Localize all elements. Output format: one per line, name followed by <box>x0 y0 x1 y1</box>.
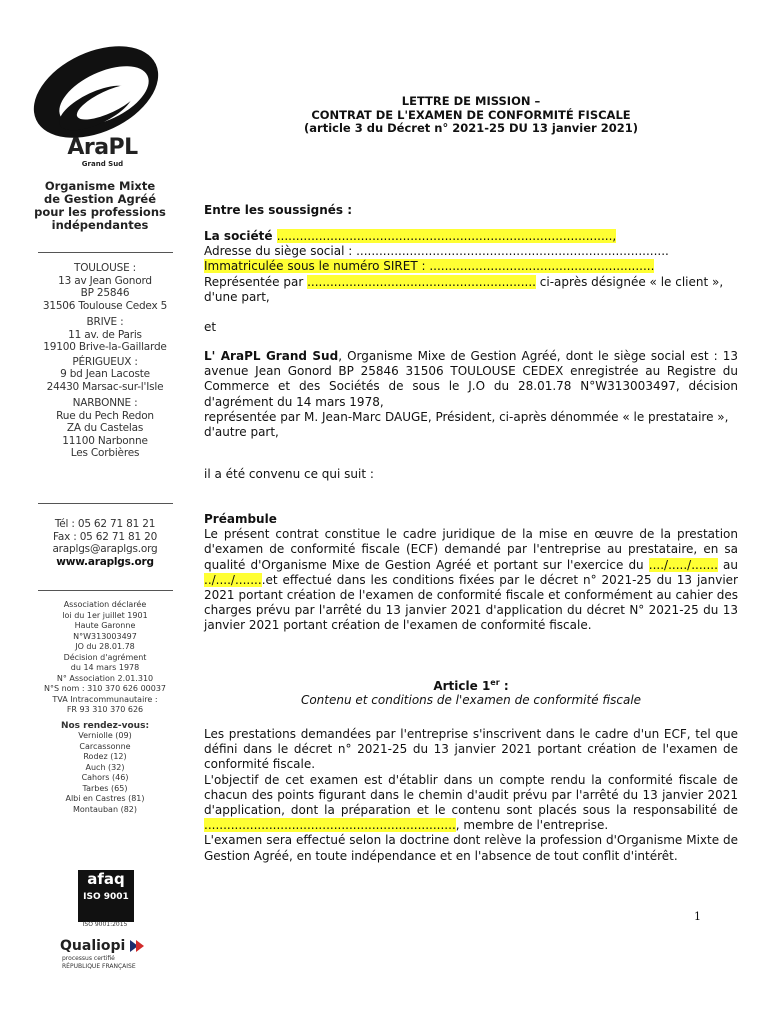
email-link[interactable]: araplgs@araplgs.org <box>52 543 158 555</box>
article-1-body: Les prestations demandées par l'entreprise s'inscrivent dans le cadre d'un ECF, tel que défini dans le décret n° 2021-25 du 13 janvier 2021 portant création de l'examen de conformité fiscale. L'objectif de cet examen est d'établir dans un compte rendu la conformité fiscale de chacun des points figurant dans le chemin d'audit prévu par l'arrêté du 13 janvier 2021 d'application, dont la préparation et le contenu sont placés sous la responsabilité de .................................................................., membre de l'entreprise. L'examen sera effectué selon la doctrine dont relève la profession d'Organisme Mixte de Gestion Agréé, en toute indépendance et en l'absence de tout conflit d'intérêt. <box>204 727 738 863</box>
document-title: LETTRE DE MISSION – CONTRAT DE L'EXAMEN DE CONFORMITÉ FISCALE (article 3 du Décret n° 2021-25 DU 13 janvier 2021) <box>304 94 638 135</box>
client-block: La société ........................................................................................, Adresse du siège social : .................................................................................. Immatriculée sous le numéro SIRET : ........................................................... Représentée par ............................................................ ci-après désignée « le client », d'une part, <box>204 229 738 305</box>
divider <box>38 590 173 591</box>
afaq-logo: afaq ISO 9001 <box>78 870 134 922</box>
afaq-caption: ISO 9001:2015 <box>82 921 128 928</box>
contact-info <box>20 518 190 568</box>
siret-field[interactable]: Immatriculée sous le numéro SIRET : ........................................................... <box>204 259 655 274</box>
fax: Fax : 05 62 71 81 20 <box>52 530 158 543</box>
qualiopi-subtitle: processus certifié RÉPUBLIQUE FRANÇAISE <box>62 955 136 970</box>
entre-heading: Entre les soussignés : <box>204 203 353 217</box>
office-addresses: TOULOUSE : 13 av Jean Gonord BP 25846 31506 Toulouse Cedex 5 BRIVE : 11 av. de Paris 19100 Brive-la-Gaillarde PÉRIGUEUX : 9 bd Jean Lacoste 24430 Marsac-sur-l'Isle NARBONNE : Rue du Pech Redon ZA du Castelas 11100 Narbonne Les Corbières <box>42 262 168 459</box>
responsable-field[interactable]: .................................................................. <box>204 818 456 833</box>
date-end-field[interactable]: ../..../....... <box>204 572 262 587</box>
article-1-title: Article 1er : <box>433 678 509 693</box>
page-number: 1 <box>694 910 701 923</box>
telephone: Tél : 05 62 71 81 21 <box>54 518 156 530</box>
preambule-section: Préambule Le présent contrat constitue le cadre juridique de la mise en œuvre de la prestation d'examen de conformité fiscale (ECF) demandé par l'entreprise au prestataire, en sa qualité d'Organisme Mixe de Gestion Agréé et portant sur l'exercice du ..../...../....... au ../..../........et effectué dans les conditions fixées par le décret n° 2021-25 du 13 janvier 2021 portant création de l'examen de conformité fiscale et conformément au cahier des charges prévu par l'arrêté du 13 janvier 2021 d'application du décret N° 2021-25 du 13 janvier 2021 portant création de l'examen de conformité fiscale. <box>204 512 738 633</box>
rendez-vous-title: Nos rendez-vous: <box>60 720 150 731</box>
qualiopi-logo: Qualiopi <box>60 938 144 954</box>
preambule-title: Préambule <box>204 512 277 526</box>
convenu-text: il a été convenu ce qui suit : <box>204 467 374 481</box>
sidebar <box>0 0 205 1024</box>
date-start-field[interactable]: ..../...../....... <box>648 557 718 572</box>
et-text: et <box>204 320 217 334</box>
qualiopi-arrow-icon <box>136 940 144 952</box>
societe-field[interactable]: ........................................................................................, <box>276 229 617 243</box>
divider <box>38 503 173 504</box>
divider <box>38 252 173 253</box>
website-link[interactable]: www.araplgs.org <box>56 555 154 568</box>
prestataire-block: L' AraPL Grand Sud, Organisme Mixe de Gestion Agréé, dont le siège social est : 13 avenue Jean Gonord BP 25846 31506 TOULOUSE CEDEX enregistrée au Registre du Commerce et des Sociétés de sous le J.O du 28.01.78 N°W313003497, décision d'agrément du 14 mars 1978, représentée par M. Jean-Marc DAUGE, Président, ci-après dénommée « le prestataire », d'autre part, <box>204 349 739 440</box>
document-body <box>204 94 739 863</box>
adresse-field[interactable]: Adresse du siège social : .................................................................................. <box>204 244 669 259</box>
article-1-subtitle: Contenu et conditions de l'examen de conformité fiscale <box>300 693 642 707</box>
representant-field[interactable]: ............................................................ <box>307 274 536 289</box>
organisation-description: Organisme Mixte de Gestion Agréé pour les professions indépendantes <box>34 179 166 232</box>
legal-info: Association déclarée loi du 1er juillet 1901 Haute Garonne N°W313003497 JO du 28.01.78 Décision d'agrément du 14 mars 1978 N° Association 2.01.310 N°S nom : 310 370 626 00037 TVA Intracommunautaire : FR 93 310 370 626 Nos rendez-vous: Verniolle (09) Carcassonne Rodez (12) Auch (32) Cahors (46) Tarbes (65) Albi en Castres (81) Montauban (82) <box>20 600 190 815</box>
logo-subtitle: Grand Sud <box>81 160 124 168</box>
logo-text: AraPL <box>67 135 138 160</box>
